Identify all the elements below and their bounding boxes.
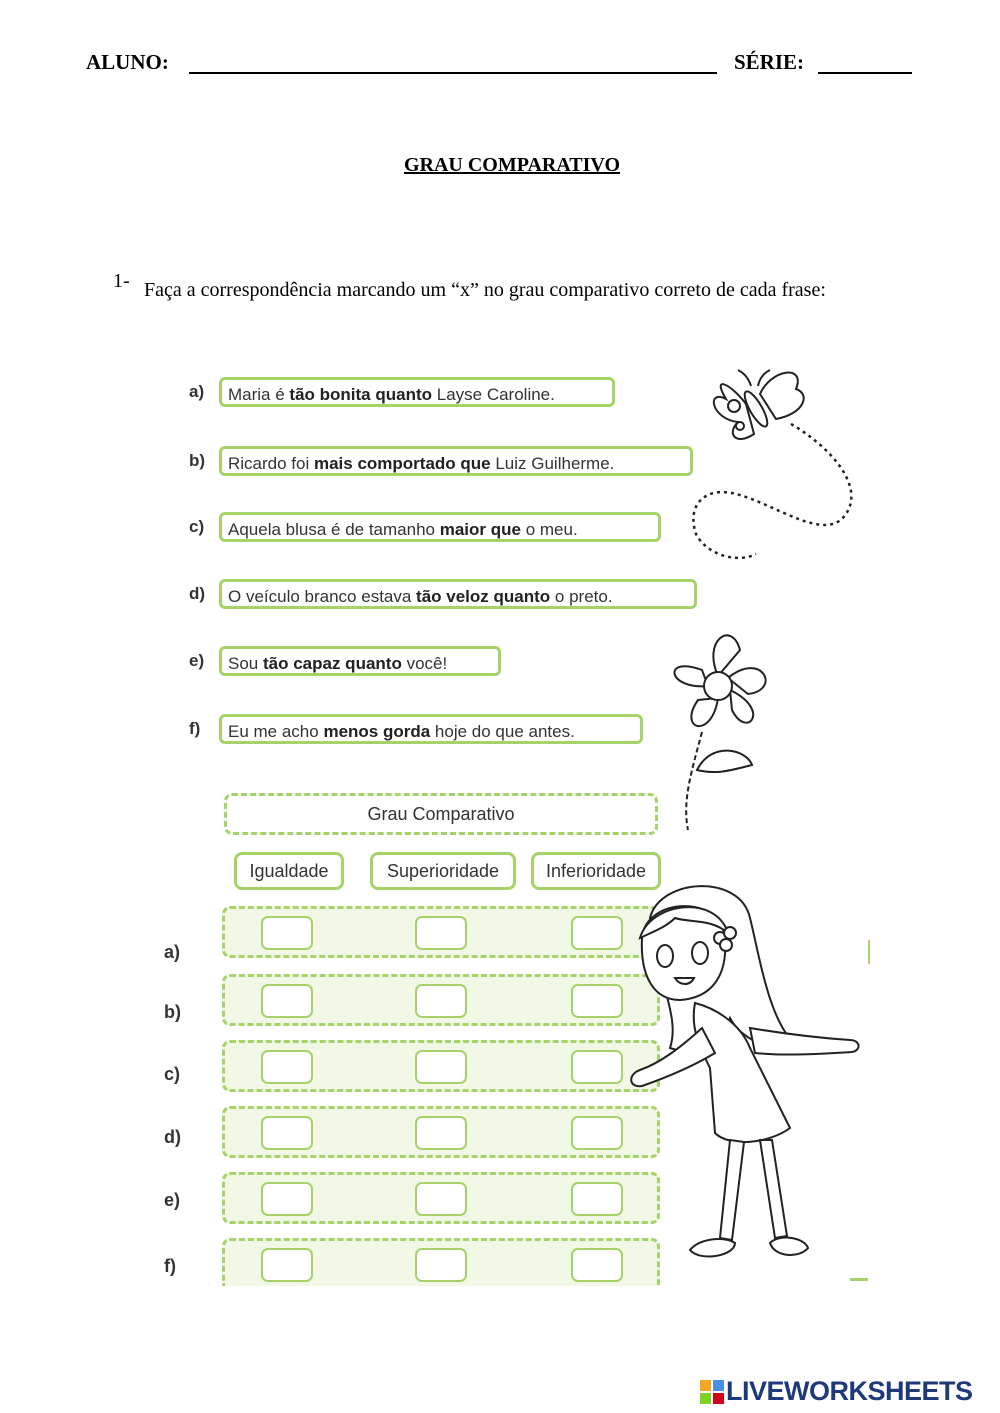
sentence-f — [219, 714, 643, 744]
row-letter-c: c) — [164, 1064, 181, 1084]
checkbox-c-inferioridade[interactable] — [571, 1050, 623, 1084]
sentence-a-highlight: tão bonita quanto — [289, 385, 433, 404]
checkbox-a-igualdade[interactable] — [261, 916, 313, 950]
sentence-a-text-1: Maria é — [228, 385, 290, 404]
checkbox-f-igualdade[interactable] — [261, 1248, 313, 1282]
checkbox-e-igualdade[interactable] — [261, 1182, 313, 1216]
sentence-d-text-2: o preto. — [550, 587, 613, 606]
sentence-f-highlight: menos gorda — [323, 722, 431, 741]
student-label: ALUNO: — [86, 50, 169, 74]
sentence-letter-f: f) — [189, 719, 201, 738]
answer-row-d — [222, 1106, 660, 1158]
row-letter-e: e) — [164, 1190, 181, 1210]
sentence-letter-e: e) — [189, 651, 205, 670]
sentence-e-text-2: você! — [401, 654, 448, 673]
liveworksheets-logo-icon — [700, 1380, 724, 1404]
checkbox-d-superioridade[interactable] — [415, 1116, 467, 1150]
answer-row-e — [222, 1172, 660, 1224]
grade-label: SÉRIE: — [734, 50, 805, 74]
category-inferioridade: Inferioridade — [531, 852, 661, 890]
sentence-letter-b: b) — [189, 451, 206, 470]
sentence-b — [219, 446, 693, 476]
sentence-b-highlight: mais comportado que — [313, 454, 491, 473]
checkbox-e-inferioridade[interactable] — [571, 1182, 623, 1216]
girl-illustration — [620, 878, 880, 1288]
answer-row-f — [222, 1238, 660, 1286]
question-text: Faça a correspondência marcando um “x” no grau comparativo correto de cada frase: — [144, 279, 826, 301]
checkbox-f-inferioridade[interactable] — [571, 1248, 623, 1282]
answer-row-b — [222, 974, 660, 1026]
category-superioridade: Superioridade — [370, 852, 516, 890]
butterfly-illustration — [676, 364, 866, 574]
table-title: Grau Comparativo — [224, 793, 658, 835]
header-row — [86, 46, 916, 78]
row-letter-d: d) — [164, 1127, 181, 1147]
checkbox-d-igualdade[interactable] — [261, 1116, 313, 1150]
row-letter-f: f) — [164, 1256, 176, 1276]
checkbox-b-igualdade[interactable] — [261, 984, 313, 1018]
question-number: 1- — [113, 270, 130, 292]
checkbox-a-inferioridade[interactable] — [571, 916, 623, 950]
sentence-b-text-2: Luiz Guilherme. — [490, 454, 615, 473]
sentence-letter-d: d) — [189, 584, 206, 603]
sentence-c-highlight: maior que — [439, 520, 521, 539]
sentence-d — [219, 579, 697, 609]
checkbox-f-superioridade[interactable] — [415, 1248, 467, 1282]
sentence-d-highlight: tão veloz quanto — [416, 587, 551, 606]
liveworksheets-brand[interactable]: LIVEWORKSHEETS — [726, 1376, 973, 1406]
checkbox-c-superioridade[interactable] — [415, 1050, 467, 1084]
sentence-c-text-2: o meu. — [520, 520, 578, 539]
row-letter-a: a) — [164, 942, 181, 962]
sentence-f-text-1: Eu me acho — [228, 722, 324, 741]
sentence-c-text-1: Aquela blusa é de tamanho — [228, 520, 440, 539]
sentence-d-text-1: O veículo branco estava — [228, 587, 417, 606]
sentence-a — [219, 377, 615, 407]
edge-mark-bottom — [850, 1278, 868, 1281]
sentence-c — [219, 512, 661, 542]
student-name-line[interactable] — [189, 72, 717, 74]
sentence-f-text-2: hoje do que antes. — [430, 722, 575, 741]
sentence-b-text-1: Ricardo foi — [228, 454, 314, 473]
edge-mark-top — [868, 940, 870, 964]
sentence-e-highlight: tão capaz quanto — [262, 654, 402, 673]
checkbox-b-inferioridade[interactable] — [571, 984, 623, 1018]
sentence-e — [219, 646, 501, 676]
checkbox-c-igualdade[interactable] — [261, 1050, 313, 1084]
sentence-letter-c: c) — [189, 517, 205, 536]
checkbox-a-superioridade[interactable] — [415, 916, 467, 950]
checkbox-d-inferioridade[interactable] — [571, 1116, 623, 1150]
sentence-a-text-2: Layse Caroline. — [432, 385, 555, 404]
grade-line[interactable] — [818, 72, 912, 74]
page-title: GRAU COMPARATIVO — [403, 154, 621, 176]
category-igualdade: Igualdade — [234, 852, 344, 890]
flower-illustration — [652, 620, 782, 835]
sentence-e-text-1: Sou — [228, 654, 263, 673]
checkbox-e-superioridade[interactable] — [415, 1182, 467, 1216]
row-letter-b: b) — [164, 1002, 181, 1022]
sentence-letter-a: a) — [189, 382, 205, 401]
answer-row-a — [222, 906, 660, 958]
answer-row-c — [222, 1040, 660, 1092]
checkbox-b-superioridade[interactable] — [415, 984, 467, 1018]
